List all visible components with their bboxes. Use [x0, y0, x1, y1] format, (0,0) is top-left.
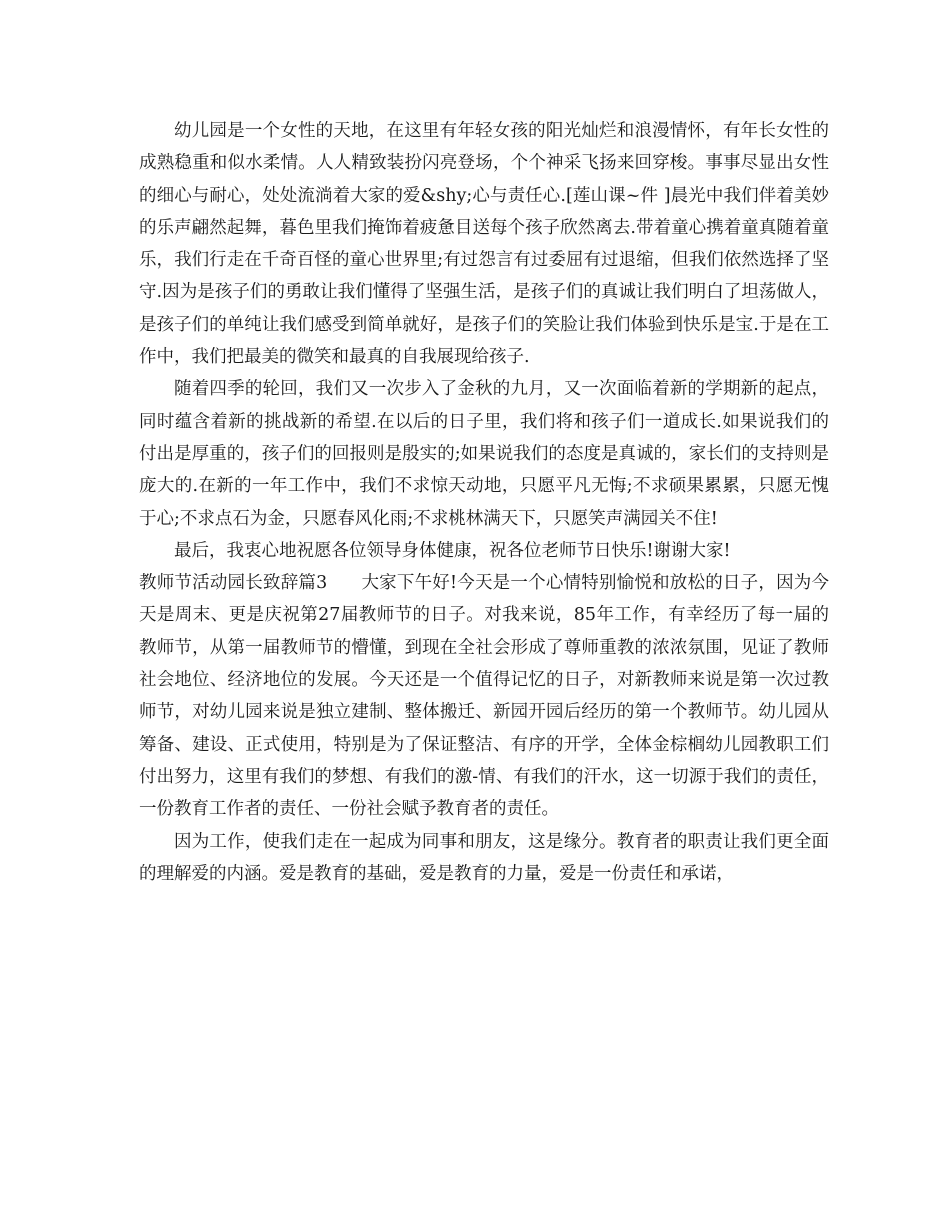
section-text: 大家下午好!今天是一个心情特别愉悦和放松的日子，因为今天是周末、更是庆祝第27届教师节的日子。对我来说，85年工作，有幸经历了每一届的教师节，从第一届教师节的懵懂，到现在全社会形成了尊师重教的浓浓氛围，见证了教师社会地位、经济地位的发展。今天还是一个值得记忆的日子，对新教师来说是第一次过教师节，对幼儿园来说是独立建制、整体搬迁、新园开园后经历的第一个教师节。幼儿园从筹备、建设、正式使用，特别是为了保证整洁、有序的开学，全体金棕榈幼儿园教职工们付出努力，这里有我们的梦想、有我们的激-情、有我们的汗水，这一切源于我们的责任，一份教育工作者的责任、一份社会赋予教育者的责任。: [139, 573, 829, 820]
paragraph-kindergarten-women: 幼儿园是一个女性的天地，在这里有年轻女孩的阳光灿烂和浪漫情怀，有年长女性的成熟稳重和似水柔情。人人精致装扮闪亮登场，个个神采飞扬来回穿梭。事事尽显出女性的细心与耐心，处处流淌着大家的爱&shy;心与责任心.[莲山课~件 ]晨光中我们伴着美妙的乐声翩然起舞，暮色里我们掩饰着疲惫目送每个孩子欣然离去.带着童心携着童真随着童乐，我们行走在千奇百怪的童心世界里;有过怨言有过委屈有过退缩，但我们依然选择了坚守.因为是孩子们的勇敢让我们懂得了坚强生活，是孩子们的真诚让我们明白了坦荡做人，是孩子们的单纯让我们感受到简单就好，是孩子们的笑脸让我们体验到快乐是宝.于是在工作中，我们把最美的微笑和最真的自我展现给孩子.: [139, 121, 829, 368]
section-heading: 教师节活动园长致辞篇3: [139, 573, 328, 594]
document-body: [139, 115, 829, 890]
section-3: [139, 567, 829, 825]
paragraph-seasons: 随着四季的轮回，我们又一次步入了金秋的九月，又一次面临着新的学期新的起点，同时蕴含着新的挑战新的希望.在以后的日子里，我们将和孩子们一道成长.如果说我们的付出是厚重的，孩子们的回报则是殷实的;如果说我们的态度是真诚的，家长们的支持则是庞大的.在新的一年工作中，我们不求惊天动地，只愿平凡无悔;不求硕果累累，只愿无愧于心;不求点石为金，只愿春风化雨;不求桃林满天下，只愿笑声满园关不住!: [139, 379, 829, 529]
paragraph-work-together: 因为工作，使我们走在一起成为同事和朋友，这是缘分。教育者的职责让我们更全面的理解爱的内涵。爱是教育的基础，爱是教育的力量，爱是一份责任和承诺，: [139, 831, 829, 884]
paragraph-closing-wishes: 最后，我衷心地祝愿各位领导身体健康，祝各位老师节日快乐!谢谢大家!: [174, 540, 731, 561]
